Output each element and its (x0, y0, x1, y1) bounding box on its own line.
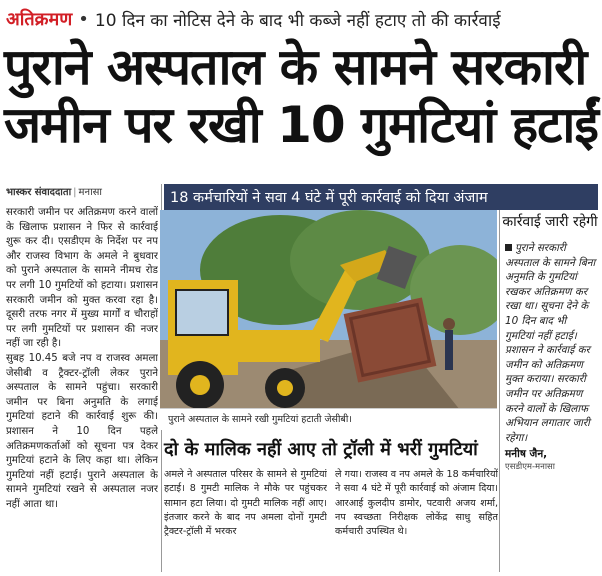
sidebar-body-text: पुराने सरकारी अस्पताल के सामने बिना अनुमति के गुमटियां रखकर अतिक्रमण कर रखा था। सूचना देने के 10 दिन बाद भी गुमटियां नहीं हटाई। प्रशासन ने कार्रवाई कर जमीन को अतिक्रमण मुक्त कराया। सरकारी जमीन पर अतिक्रमण करने वालों के खिलाफ अभियान लगातार जारी रहेगा। (505, 242, 596, 444)
kicker-text: 10 दिन का नोटिस देने के बाद भी कब्जे नहीं हटाए तो की कार्रवाई (94, 10, 501, 31)
sub-article-column-1: अमले ने अस्पताल परिसर के सामने से गुमटियां हटाई। 8 गुमटी मालिक ने मौके पर पहुंचकर सामान हटा लिया। दो गुमटी मालिक नहीं आए। इंतजार करने के बाद नप अमला दोनों गुमटी ट्रैक्टर-ट्रॉली में भरकर (164, 469, 327, 538)
subheadline: दो के मालिक नहीं आए तो ट्रॉली में भरीं गुमटियां (164, 439, 478, 460)
sub-article (164, 468, 498, 572)
sidebar-signature: मनीष जैन, (505, 448, 548, 461)
sidebar-body (502, 241, 598, 445)
photo-illustration (160, 210, 497, 430)
lead-article-column (6, 206, 158, 570)
byline-place: मनासा (78, 187, 103, 198)
byline-agency: भास्कर संवाददाता (6, 187, 72, 198)
sidebar-heading: कार्रवाई जारी रहेगी (502, 214, 598, 230)
lead-paragraph-2: सुबह 10.45 बजे नप व राजस्व अमला जेसीबी व ट्रैक्टर-ट्रॉली लेकर पुराने अस्पताल के सामने पहुंचा। सरकारी जमीन पर बिना अनुमति के लगाई गुमटियां हटाने की कार्रवाई शुरू की। प्रशासन ने 10 दिन पहले अतिक्रमणकर्ताओं को सूचना पत्र देकर गुमटियां हटाने के लिए कहा था। लेकिन गुमटियां नहीं हटाई। पुराने अस्पताल के सामने गुमटियां रखने से अस्पताल नजर नहीं आता था। (6, 352, 158, 510)
lead-paragraph-1: सरकारी जमीन पर अतिक्रमण करने वालों के खिलाफ प्रशासन ने फिर से कार्रवाई शुरू कर दी। एसडीएम के निर्देश पर नप और राजस्व विभाग के अमले ने बुधवार को पुराने अस्पताल के सामने नीमच रोड पर लगी 10 गुमटियों को हटाया। प्रशासन सरकारी जमीन को मुक्त करवा रहा है। दूसरी तरफ नगर में मुख्य मार्गों व चौराहों पर लगी गुमटियों पर प्रशासन की नजर नहीं जा रही है। (6, 207, 158, 350)
kicker-line (6, 4, 598, 34)
byline-separator: | (73, 187, 77, 198)
sub-article-column-2: ले गया। राजस्व व नप अमले के 18 कर्मचारियों ने सवा 4 घंटे में पूरी कार्रवाई को अंजाम दिया। आरआई कुलदीप डामोर, पटवारी अजय शर्मा, नप स्वच्छता निरीक्षक लोकेंद्र साधु सहित कर्मचारी उपस्थित थे। (335, 469, 498, 538)
byline (6, 184, 156, 202)
square-bullet-icon (505, 244, 512, 251)
sidebar-signature-role: एसडीएम-मनासा (505, 462, 555, 473)
headline: पुराने अस्पताल के सामने सरकारी जमीन पर रखी 10 गुमटियां हटाईं (4, 38, 598, 154)
photo-band-headline: 18 कर्मचारियों ने सवा 4 घंटे में पूरी कार्रवाई को दिया अंजाम (164, 184, 598, 210)
sidebar-divider (499, 210, 500, 572)
news-photo-jcb (160, 210, 497, 430)
sidebar-quote (502, 210, 598, 572)
photo-caption: पुराने अस्पताल के सामने रखी गुमटियां हटाती जेसीबी। (160, 408, 497, 430)
section-tag: अतिक्रमण (6, 9, 73, 30)
bullet-dot: • (78, 8, 89, 30)
